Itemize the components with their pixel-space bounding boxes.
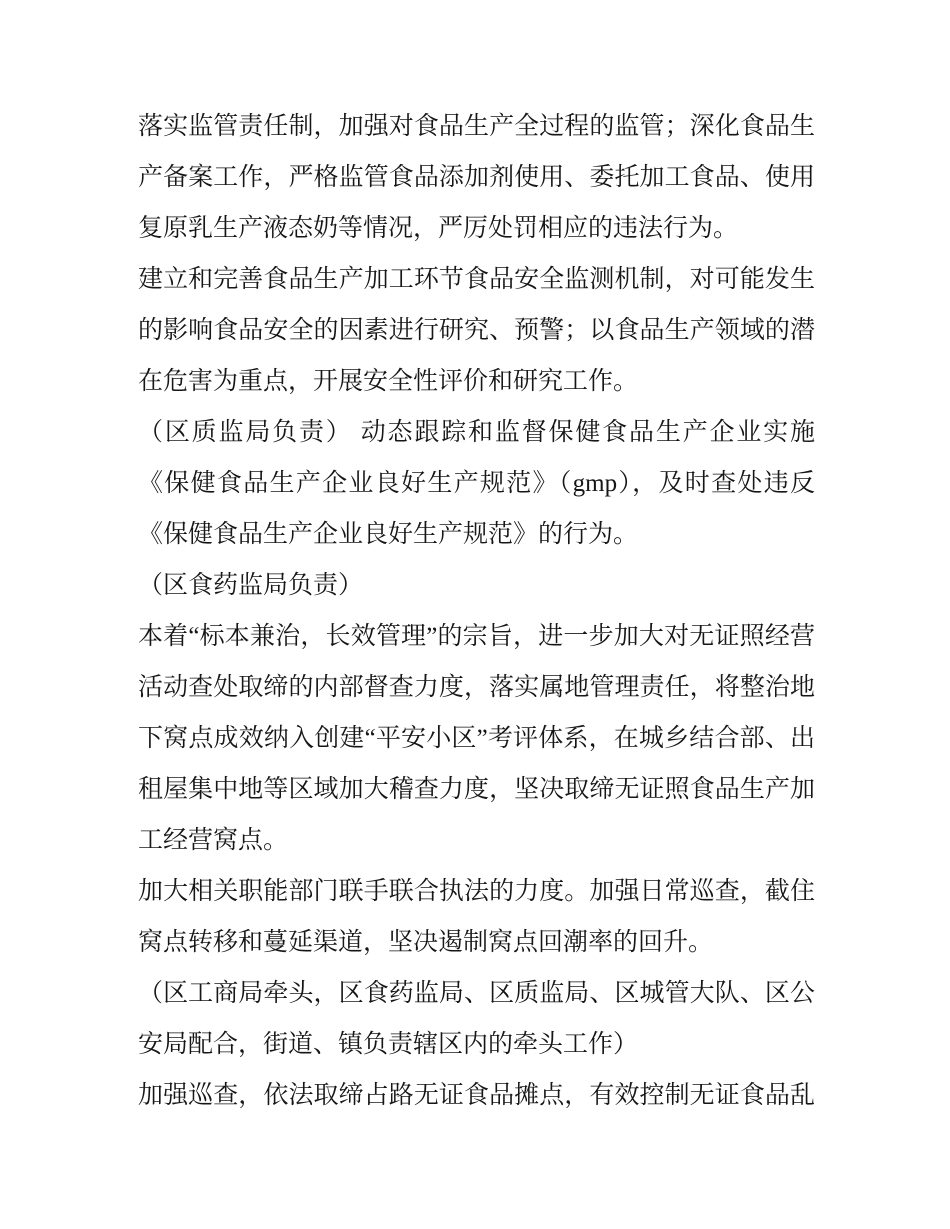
- document-body: [138, 101, 815, 1121]
- paragraph: [138, 560, 815, 611]
- paragraph: [138, 254, 815, 407]
- text-line: 活动查处取缔的内部督查力度，落实属地管理责任，将整治地: [138, 674, 815, 701]
- paragraph: [138, 866, 815, 968]
- text-line: 落实监管责任制，加强对食品生产全过程的监管；深化食品生: [138, 113, 815, 140]
- paragraph: [138, 611, 815, 866]
- paragraph: [138, 968, 815, 1070]
- text-line: （区质监局负责） 动态跟踪和监督保健食品生产企业实施: [138, 419, 815, 446]
- text-line: 复原乳生产液态奶等情况，严厉处罚相应的违法行为。: [138, 215, 739, 242]
- text-line: 加强巡查，依法取缔占路无证食品摊点，有效控制无证食品乱: [138, 1082, 815, 1109]
- text-line: （区食药监局负责）: [138, 572, 364, 599]
- text-line: 窝点转移和蔓延渠道，坚决遏制窝点回潮率的回升。: [138, 929, 714, 956]
- paragraph: [138, 1070, 815, 1121]
- text-line: 《保健食品生产企业良好生产规范》（gmp），及时查处违反: [138, 470, 815, 497]
- text-line: 本着“标本兼治，长效管理”的宗旨，进一步加大对无证照经营: [138, 623, 815, 650]
- text-line: 下窝点成效纳入创建“平安小区”考评体系，在城乡结合部、出: [138, 725, 815, 752]
- text-line: 的影响食品安全的因素进行研究、预警；以食品生产领域的潜: [138, 317, 815, 344]
- text-line: 产备案工作，严格监管食品添加剂使用、委托加工食品、使用: [138, 164, 815, 191]
- text-line: 安局配合，街道、镇负责辖区内的牵头工作）: [138, 1031, 639, 1058]
- text-line: 加大相关职能部门联手联合执法的力度。加强日常巡查，截住: [138, 878, 815, 905]
- paragraph: [138, 101, 815, 254]
- text-line: （区工商局牵头，区食药监局、区质监局、区城管大队、区公: [138, 980, 815, 1007]
- paragraph: [138, 407, 815, 560]
- text-line: 建立和完善食品生产加工环节食品安全监测机制，对可能发生: [138, 266, 815, 293]
- text-line: 租屋集中地等区域加大稽查力度，坚决取缔无证照食品生产加: [138, 776, 815, 803]
- text-line: 工经营窝点。: [138, 827, 289, 854]
- text-line: 在危害为重点，开展安全性评价和研究工作。: [138, 368, 639, 395]
- text-line: 《保健食品生产企业良好生产规范》的行为。: [138, 521, 639, 548]
